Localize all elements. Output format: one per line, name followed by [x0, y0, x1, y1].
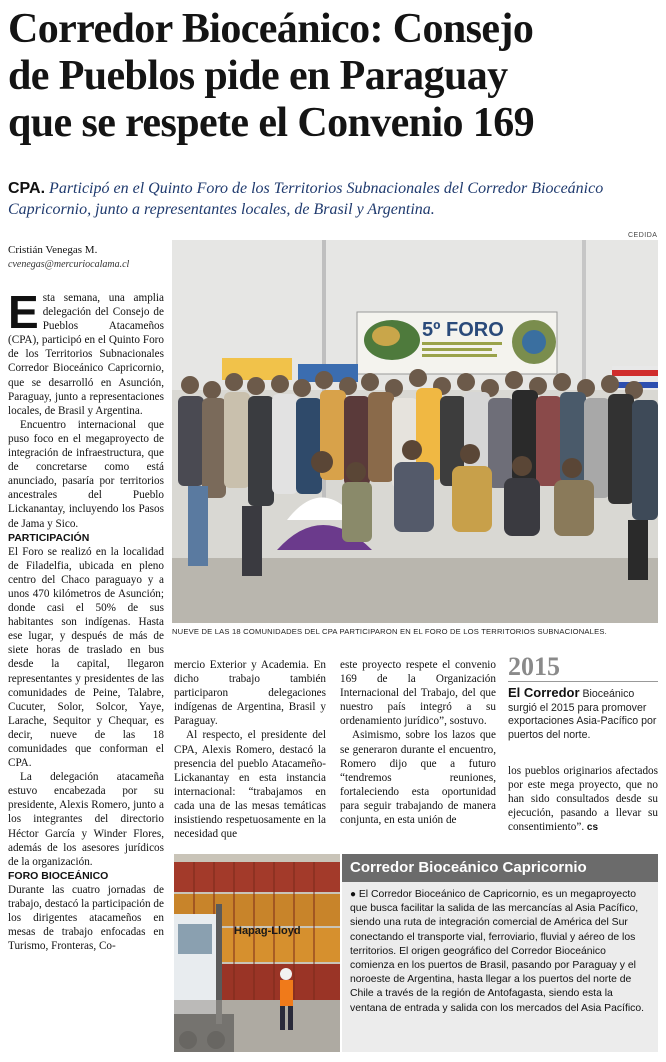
article-paragraph: Encuentro internacional que puso foco en el megaproyecto de integración de infraestructura, que de concretarse como está anunciado, pasaría por territorios ancestrales del Pueblo Lickanantay, incluyendo los Pasos de Jama y Sico.: [8, 418, 164, 530]
article-paragraph: El Foro se realizó en la localidad de Filadelfia, ubicada en pleno centro del Chaco paraguayo y a unos 470 kilómetros de Asunción; donde casi el 50% de sus habitantes son indígenas. Hasta ese lugar, y después de más de siete horas de traslado en bus desde la capital, llegaron representantes y presidentes de las comunidades de Peine, Talabre, Cucuter, Solor, Solcor, Yaye, Larache, Sequitor y Chequar, es decir, nueve de las 18 comunidades que conforman el CPA.: [8, 545, 164, 770]
drop-cap: E: [8, 286, 39, 338]
headline-line-1: Corredor Bioceánico: Consejo: [8, 6, 534, 52]
subheadline: [8, 178, 658, 220]
article-paragraph: Durante las cuatro jornadas de trabajo, destacó la participación de los dirigentes atacameños en mesas de trabajo enfocadas en Turismo, Fronteras, Co-: [8, 883, 164, 953]
factbox-text: Bioceánico surgió el 2015 para promover exportaciones Asia-Pacífico por puertos del norte.: [508, 688, 657, 741]
group-photo: [172, 240, 658, 623]
headline-line-2: de Pueblos pide en Paraguay: [8, 53, 508, 99]
section-heading-foro: FORO BIOCEÁNICO: [8, 869, 109, 882]
year-factbox: [508, 686, 658, 742]
container-label: Hapag-Lloyd: [234, 925, 301, 937]
port-photo: [174, 854, 340, 1052]
infobox-body: [342, 882, 658, 1052]
article-paragraph: Esta semana, una amplia delegación del Consejo de Pueblos Atacameños (CPA), participó en el Quinto Foro de los Territorios Subnacionales Corredor Bioceánico Capricornio, que se desarrolló en Asunción, Paraguay, junto a representaciones locales, de Brasil y Argentina.: [8, 286, 164, 417]
headline: [8, 6, 658, 147]
article-paragraph: La delegación atacameña estuvo encabezada por su presidente, Alexis Romero, junto a los integrantes del directorio Héctor García y Winder Flores, además de los asesores jurídicos de la organización.: [8, 771, 164, 868]
article-column-1: [8, 286, 164, 953]
article-paragraph: Asimismo, sobre los lazos que se generaron durante el encuentro, Romero dijo que a futuro “tendremos reuniones, fortaleciendo esta oportunidad para seguir trabajando de manera conjunta, en esta unión de: [340, 729, 496, 827]
section-heading-participacion: PARTICIPACIÓN: [8, 531, 90, 544]
divider: [508, 681, 658, 682]
headline-line-3: que se respete el Convenio 169: [8, 100, 535, 146]
subhead-text: Participó en el Quinto Foro de los Territorios Subnacionales del Corredor Bioceánico Capricornio, junto a representantes locales, de Brasil y Argentina.: [8, 180, 604, 218]
subhead-tag: CPA.: [8, 180, 46, 197]
article-paragraph: este proyecto respete el convenio 169 de la Organización Internacional del Trabajo, del que nuestro país integró a su ordenamiento jurídico”, sostuvo.: [340, 659, 496, 728]
end-mark: cs: [586, 822, 599, 834]
article-column-2: [174, 658, 326, 841]
bullet-icon: ●: [350, 889, 359, 900]
article-paragraph: Al respecto, el presidente del CPA, Alexis Romero, destacó la presencia del pueblo Atacameño-Lickanantay en esta instancia internacional: “trabajamos en cada una de las mesas temáticas insistiendo respetuosamente en la necesidad que: [174, 729, 326, 841]
article-paragraph: mercio Exterior y Academia. En dicho trabajo también participaron delegaciones indígenas de Argentina, Brasil y Paraguay.: [174, 659, 326, 728]
article-paragraph: los pueblos originarios afectados por este mega proyecto, que no han sido consultados desde su ejecución, pasando a llevar su consentimiento”. cs: [508, 765, 658, 834]
article-column-4: [508, 764, 658, 835]
photo-credit: CEDIDA: [628, 232, 658, 239]
article-column-3: [340, 658, 496, 827]
banner-title: 5º FORO: [422, 319, 504, 341]
year-figure: 2015: [508, 652, 560, 681]
group-photo-illustration: [172, 240, 658, 623]
photo-caption: NUEVE DE LAS 18 COMUNIDADES DEL CPA PARTICIPARON EN EL FORO DE LOS TERRITORIOS SUBNACIONALES.: [172, 627, 607, 636]
infobox-text: El Corredor Bioceánico de Capricornio, es un megaproyecto que busca facilitar la salida de las mercancías al Asia Pacífico, siendo una ruta de integración comercial de América del Sur conectando el transporte vial, ferroviario, fluvial y aéreo de los territorios. El origen geográfico del Corredor Bioceánico comienza en los puertos de Brasil, pasando por Paraguay y el noroeste de Argentina, hasta llegar a los puertos del norte de Chile a través de la región de Antofagasta, siendo esta la ventana de entrada y salida con los mercados del Asia Pacífico.: [350, 889, 644, 1014]
byline-author: Cristián Venegas M.: [8, 244, 98, 256]
port-photo-illustration: [174, 854, 340, 1052]
infobox-title: Corredor Bioceánico Capricornio: [342, 854, 658, 882]
factbox-lead: El Corredor: [508, 685, 580, 700]
byline-email: cvenegas@mercuriocalama.cl: [8, 259, 130, 270]
